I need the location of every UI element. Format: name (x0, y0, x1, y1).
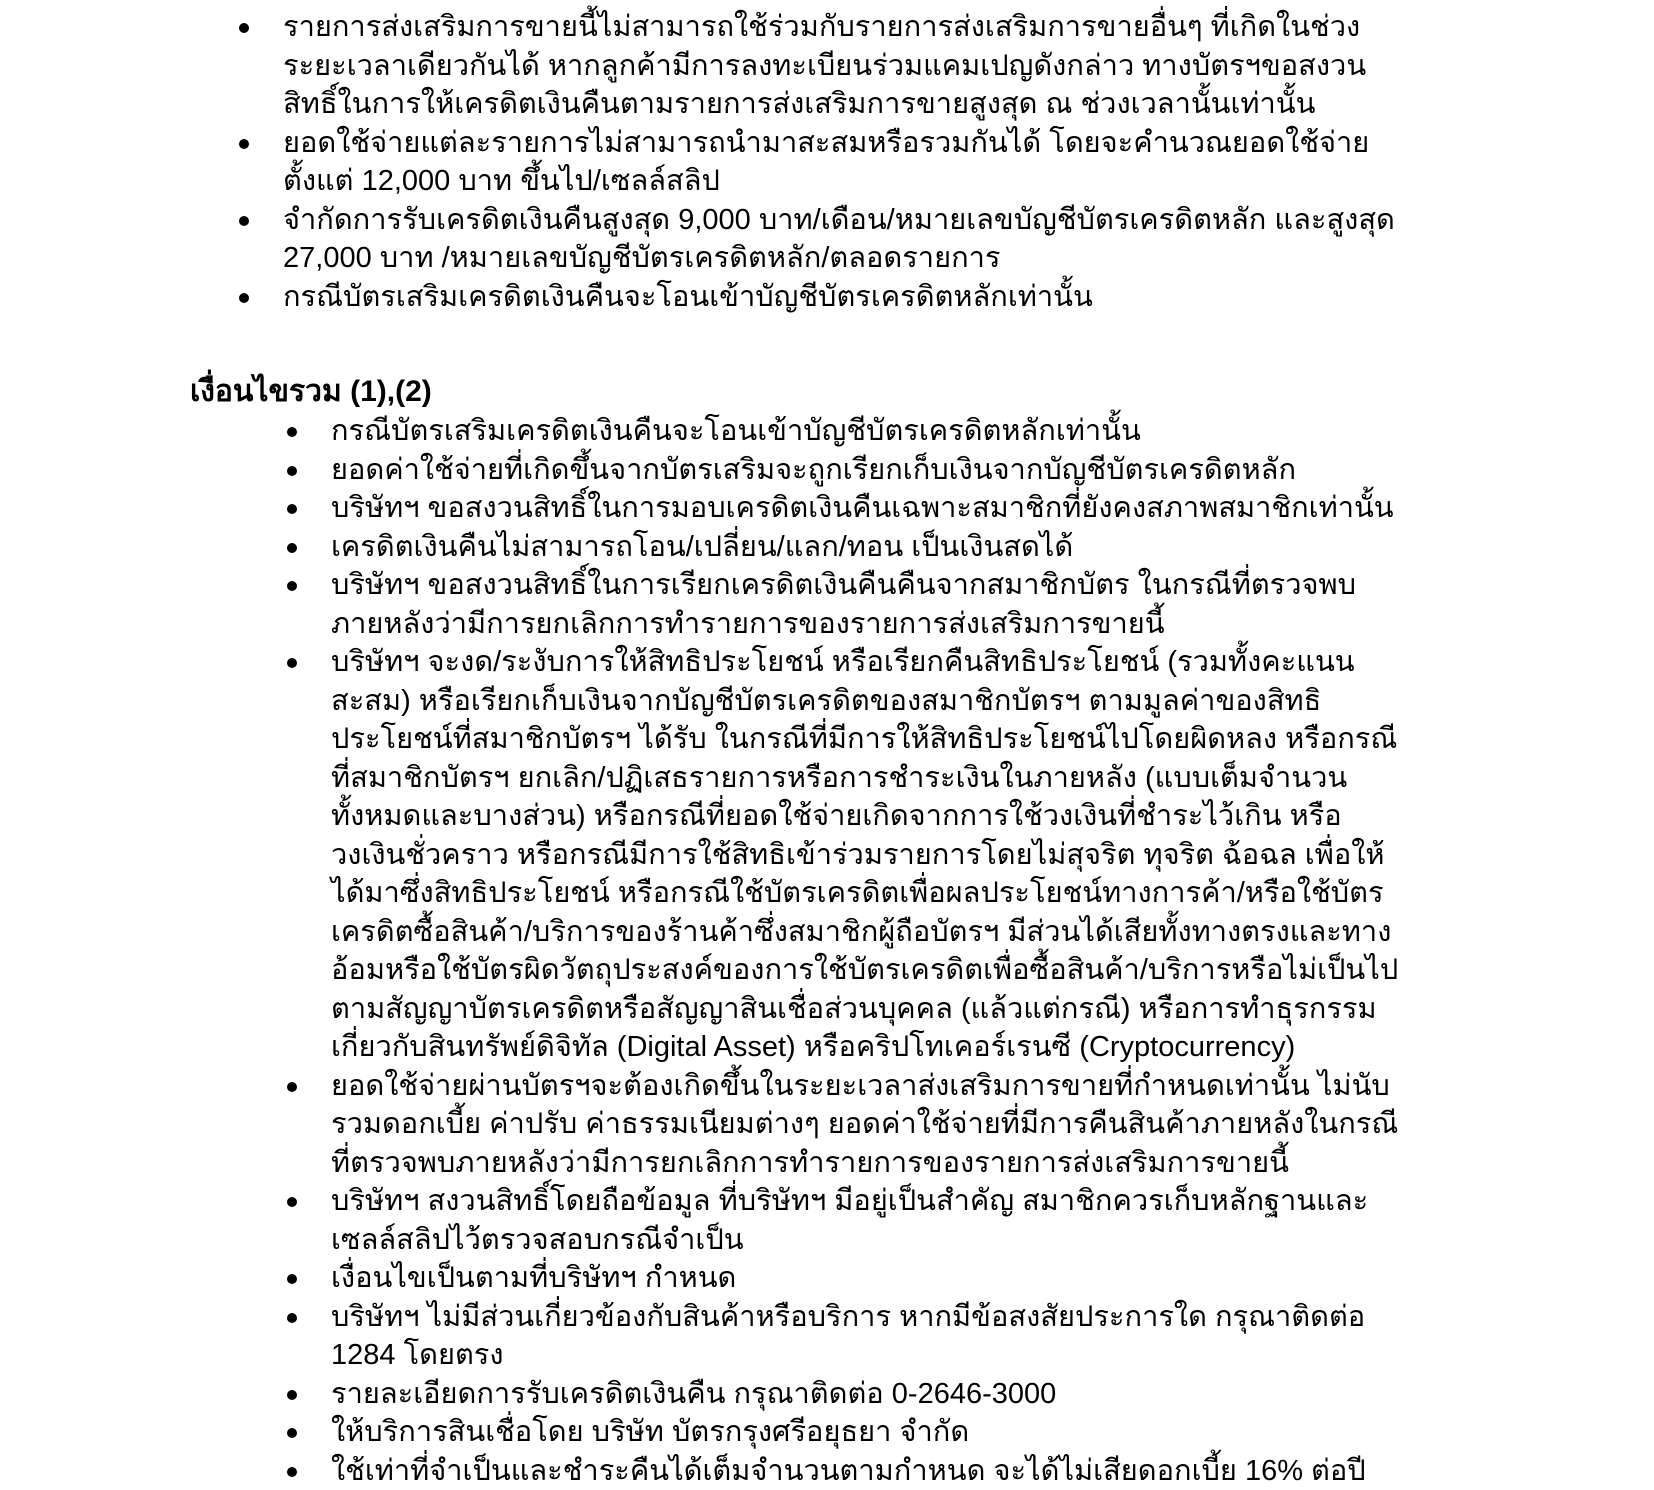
bullet-icon (285, 528, 331, 567)
list-item (285, 1452, 1654, 1490)
list-item-text: กรณีบัตรเสริมเครดิตเงินคืนจะโอนเข้าบัญชีบัตรเครดิตหลักเท่านั้น (331, 412, 1405, 451)
bullet-icon (285, 412, 331, 451)
list-item-text: รายการส่งเสริมการขายนี้ไม่สามารถใช้ร่วมกับรายการส่งเสริมการขายอื่นๆ ที่เกิดในช่วงระยะเวลาเดียวกันได้ หากลูกค้ามีการลงทะเบียนร่วมแคมเปญดังกล่าว ทางบัตรฯขอสงวนสิทธิ์ในการให้เครดิตเงินคืนตามรายการส่งเสริมการขายสูงสุด ณ ช่วงเวลานั้นเท่านั้น (283, 8, 1405, 124)
list-item (285, 643, 1654, 1067)
list-item-text: บริษัทฯ ไม่มีส่วนเกี่ยวข้องกับสินค้าหรือบริการ หากมีข้อสงสัยประการใด กรุณาติดต่อ 1284 โดยตรง (331, 1298, 1405, 1375)
bullet-icon (237, 278, 283, 317)
bullet-icon (285, 1298, 331, 1337)
combined-terms-list (285, 412, 1654, 1490)
list-item-text: จำกัดการรับเครดิตเงินคืนสูงสุด 9,000 บาท/เดือน/หมายเลขบัญชีบัตรเครดิตหลัก และสูงสุด 27,000 บาท /หมายเลขบัญชีบัตรเครดิตหลัก/ตลอดรายการ (283, 201, 1405, 278)
bullet-icon (285, 643, 331, 682)
list-item-text: เครดิตเงินคืนไม่สามารถโอน/เปลี่ยน/แลก/ทอน เป็นเงินสดได้ (331, 528, 1405, 567)
list-item (285, 1298, 1654, 1375)
list-item (285, 1375, 1654, 1414)
bullet-icon (285, 1259, 331, 1298)
list-item-text: บริษัทฯ ขอสงวนสิทธิ์ในการมอบเครดิตเงินคืนเฉพาะสมาชิกที่ยังคงสภาพสมาชิกเท่านั้น (331, 489, 1405, 528)
bullet-icon (285, 566, 331, 605)
list-item-text: กรณีบัตรเสริมเครดิตเงินคืนจะโอนเข้าบัญชีบัตรเครดิตหลักเท่านั้น (283, 278, 1405, 317)
list-item-text: บริษัทฯ จะงด/ระงับการให้สิทธิประโยชน์ หรือเรียกคืนสิทธิประโยชน์ (รวมทั้งคะแนนสะสม) หรือเรียกเก็บเงินจากบัญชีบัตรเครดิตของสมาชิกบัตรฯ ตามมูลค่าของสิทธิประโยชน์ที่สมาชิกบัตรฯ ได้รับ ในกรณีที่มีการให้สิทธิประโยชน์ไปโดยผิดหลง หรือกรณีที่สมาชิกบัตรฯ ยกเลิก/ปฏิเสธรายการหรือการชำระเงินในภายหลัง (แบบเต็มจำนวนทั้งหมดและบางส่วน) หรือกรณีที่ยอดใช้จ่ายเกิดจากการใช้วงเงินที่ชำระไว้เกิน หรือวงเงินชั่วคราว หรือกรณีมีการใช้สิทธิเข้าร่วมรายการโดยไม่สุจริต ทุจริต ฉ้อฉล เพื่อให้ได้มาซึ่งสิทธิประโยชน์ หรือกรณีใช้บัตรเครดิตเพื่อผลประโยชน์ทางการค้า/หรือใช้บัตรเครดิตซื้อสินค้า/บริการของร้านค้าซึ่งสมาชิกผู้ถือบัตรฯ มีส่วนได้เสียทั้งทางตรงและทางอ้อมหรือใช้บัตรผิดวัตถุประสงค์ของการใช้บัตรเครดิตเพื่อซื้อสินค้า/บริการหรือไม่เป็นไปตามสัญญาบัตรเครดิตหรือสัญญาสินเชื่อส่วนบุคคล (แล้วแต่กรณี) หรือการทำธุรกรรมเกี่ยวกับสินทรัพย์ดิจิทัล (Digital Asset) หรือคริปโทเคอร์เรนซี (Cryptocurrency) (331, 643, 1405, 1067)
list-item (285, 1067, 1654, 1183)
list-item (237, 124, 1654, 201)
list-item (285, 528, 1654, 567)
bullet-icon (285, 1182, 331, 1221)
list-item (285, 451, 1654, 490)
list-item-text: ให้บริการสินเชื่อโดย บริษัท บัตรกรุงศรีอยุธยา จำกัด (331, 1413, 1405, 1452)
list-item (285, 1259, 1654, 1298)
list-item (285, 1413, 1654, 1452)
list-item-text: เงื่อนไขเป็นตามที่บริษัทฯ กำหนด (331, 1259, 1405, 1298)
list-item (237, 8, 1654, 124)
list-item-text: ยอดใช้จ่ายผ่านบัตรฯจะต้องเกิดขึ้นในระยะเวลาส่งเสริมการขายที่กำหนดเท่านั้น ไม่นับรวมดอกเบี้ย ค่าปรับ ค่าธรรมเนียมต่างๆ ยอดค่าใช้จ่ายที่มีการคืนสินค้าภายหลังในกรณีที่ตรวจพบภายหลังว่ามีการยกเลิกการทำรายการของรายการส่งเสริมการขายนี้ (331, 1067, 1405, 1183)
list-item-text: รายละเอียดการรับเครดิตเงินคืน กรุณาติดต่อ 0-2646-3000 (331, 1375, 1405, 1414)
promotion-conditions-list (237, 8, 1654, 316)
list-item (285, 566, 1654, 643)
bullet-icon (237, 201, 283, 240)
list-item (285, 1182, 1654, 1259)
list-item (237, 201, 1654, 278)
list-item (237, 278, 1654, 317)
bullet-icon (237, 8, 283, 47)
list-item (285, 412, 1654, 451)
list-item-text: ยอดใช้จ่ายแต่ละรายการไม่สามารถนำมาสะสมหรือรวมกันได้ โดยจะคำนวณยอดใช้จ่ายตั้งแต่ 12,000 บาท ขึ้นไป/เซลล์สลิป (283, 124, 1405, 201)
bullet-icon (285, 1067, 331, 1106)
list-item-text: ใช้เท่าที่จำเป็นและชำระคืนได้เต็มจำนวนตามกำหนด จะได้ไม่เสียดอกเบี้ย 16% ต่อปี (331, 1452, 1405, 1490)
bullet-icon (285, 1375, 331, 1414)
combined-terms-heading: เงื่อนไขรวม (1),(2) (190, 372, 1654, 412)
bullet-icon (285, 489, 331, 528)
bullet-icon (285, 1452, 331, 1490)
list-item-text: บริษัทฯ ขอสงวนสิทธิ์ในการเรียกเครดิตเงินคืนคืนจากสมาชิกบัตร ในกรณีที่ตรวจพบภายหลังว่ามีการยกเลิกการทำรายการของรายการส่งเสริมการขายนี้ (331, 566, 1405, 643)
list-item (285, 489, 1654, 528)
bullet-icon (285, 1413, 331, 1452)
bullet-icon (285, 451, 331, 490)
bullet-icon (237, 124, 283, 163)
list-item-text: บริษัทฯ สงวนสิทธิ์โดยถือข้อมูล ที่บริษัทฯ มีอยู่เป็นสำคัญ สมาชิกควรเก็บหลักฐานและเซลล์สลิปไว้ตรวจสอบกรณีจำเป็น (331, 1182, 1405, 1259)
list-item-text: ยอดค่าใช้จ่ายที่เกิดขึ้นจากบัตรเสริมจะถูกเรียกเก็บเงินจากบัญชีบัตรเครดิตหลัก (331, 451, 1405, 490)
